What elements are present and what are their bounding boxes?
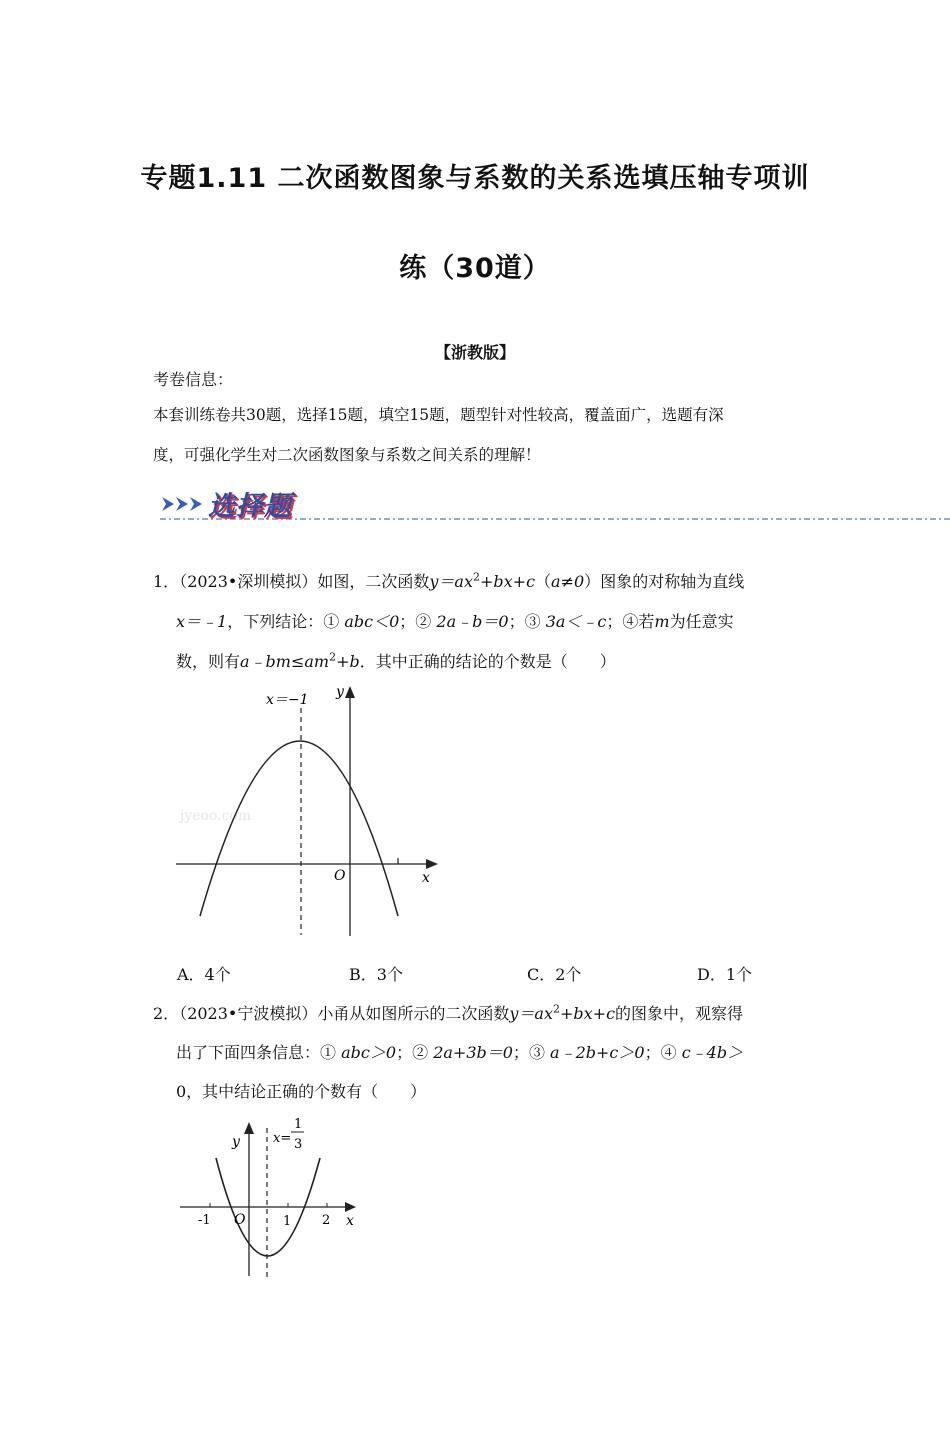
question-number: 2．	[153, 1004, 180, 1023]
exam-info-label: 考卷信息：	[153, 370, 234, 389]
symmetry-label: x=	[273, 1131, 292, 1146]
tick-label-neg1: -1	[198, 1213, 211, 1228]
x-label: x	[422, 870, 430, 886]
edition-label: 【浙教版】	[434, 343, 515, 362]
parabola-curve	[200, 741, 398, 916]
option-a[interactable]: A．4个	[177, 965, 231, 984]
question-source: （2023•宁波模拟）	[179, 1004, 318, 1023]
tick-label-1: 1	[283, 1214, 292, 1229]
option-c[interactable]: C．2个	[527, 965, 582, 984]
y-axis-arrow	[345, 686, 355, 698]
symmetry-label: x＝−1	[266, 692, 309, 708]
origin-label: O	[234, 1212, 246, 1228]
question-2-line2: 出了下面四条信息：① abc＞0；② 2a+3b＝0；③ a﹣2b+c＞0；④ c﹣4b＞	[176, 1043, 744, 1062]
x-label: x	[346, 1213, 354, 1229]
exam-info-line1: 本套训练卷共30题，选择15题，填空15题，题型针对性较高，覆盖面广，选题有深	[153, 406, 724, 424]
option-b[interactable]: B．3个	[349, 965, 403, 984]
watermark: jyeoo.com	[180, 808, 252, 824]
exam-info-line2: 度，可强化学生对二次函数图象与系数之间关系的理解！	[153, 446, 541, 464]
question-number: 1．	[153, 572, 180, 591]
y-label: y	[232, 1134, 240, 1150]
question-source: （2023•深圳模拟）	[179, 572, 318, 591]
page-title-line1: 专题1.11 二次函数图象与系数的关系选填压轴专项训	[140, 163, 810, 194]
question-1-line3: 数，则有$a﹣bm\le am^2+b$．其中正确的结论的个数是（ ）	[176, 650, 616, 671]
question-1-graph	[170, 680, 450, 942]
tick-label-2: 2	[322, 1213, 331, 1228]
question-2-line1: 2．（2023•宁波模拟）小甬从如图所示的二次函数$y=ax^2+bx+c$的图象中，观察得	[153, 1002, 744, 1023]
y-axis-arrow	[244, 1122, 254, 1134]
section-banner	[160, 484, 950, 524]
frac-denominator: 3	[294, 1137, 303, 1152]
question-2-line3: 0，其中结论正确的个数有（ ）	[176, 1082, 427, 1101]
section-title: 选择题	[208, 491, 292, 522]
page-title-line2: 练（30道）	[399, 253, 551, 284]
origin-label: O	[334, 868, 346, 884]
question-1-line1: 1．（2023•深圳模拟）如图，二次函数$y=ax^2+bx+c(a\ne 0)$图象的对称轴为直线	[153, 570, 745, 591]
question-2-graph	[170, 1108, 370, 1283]
question-1-line2: x＝﹣1，下列结论：① abc＜0；② 2a﹣b＝0；③ 3a＜﹣c；④若m为任意实	[176, 612, 734, 631]
option-d[interactable]: D．1个	[697, 965, 753, 984]
x-axis-arrow	[426, 859, 438, 869]
frac-numerator: 1	[294, 1117, 303, 1132]
y-label: y	[336, 684, 344, 700]
x-axis-arrow	[345, 1202, 356, 1212]
